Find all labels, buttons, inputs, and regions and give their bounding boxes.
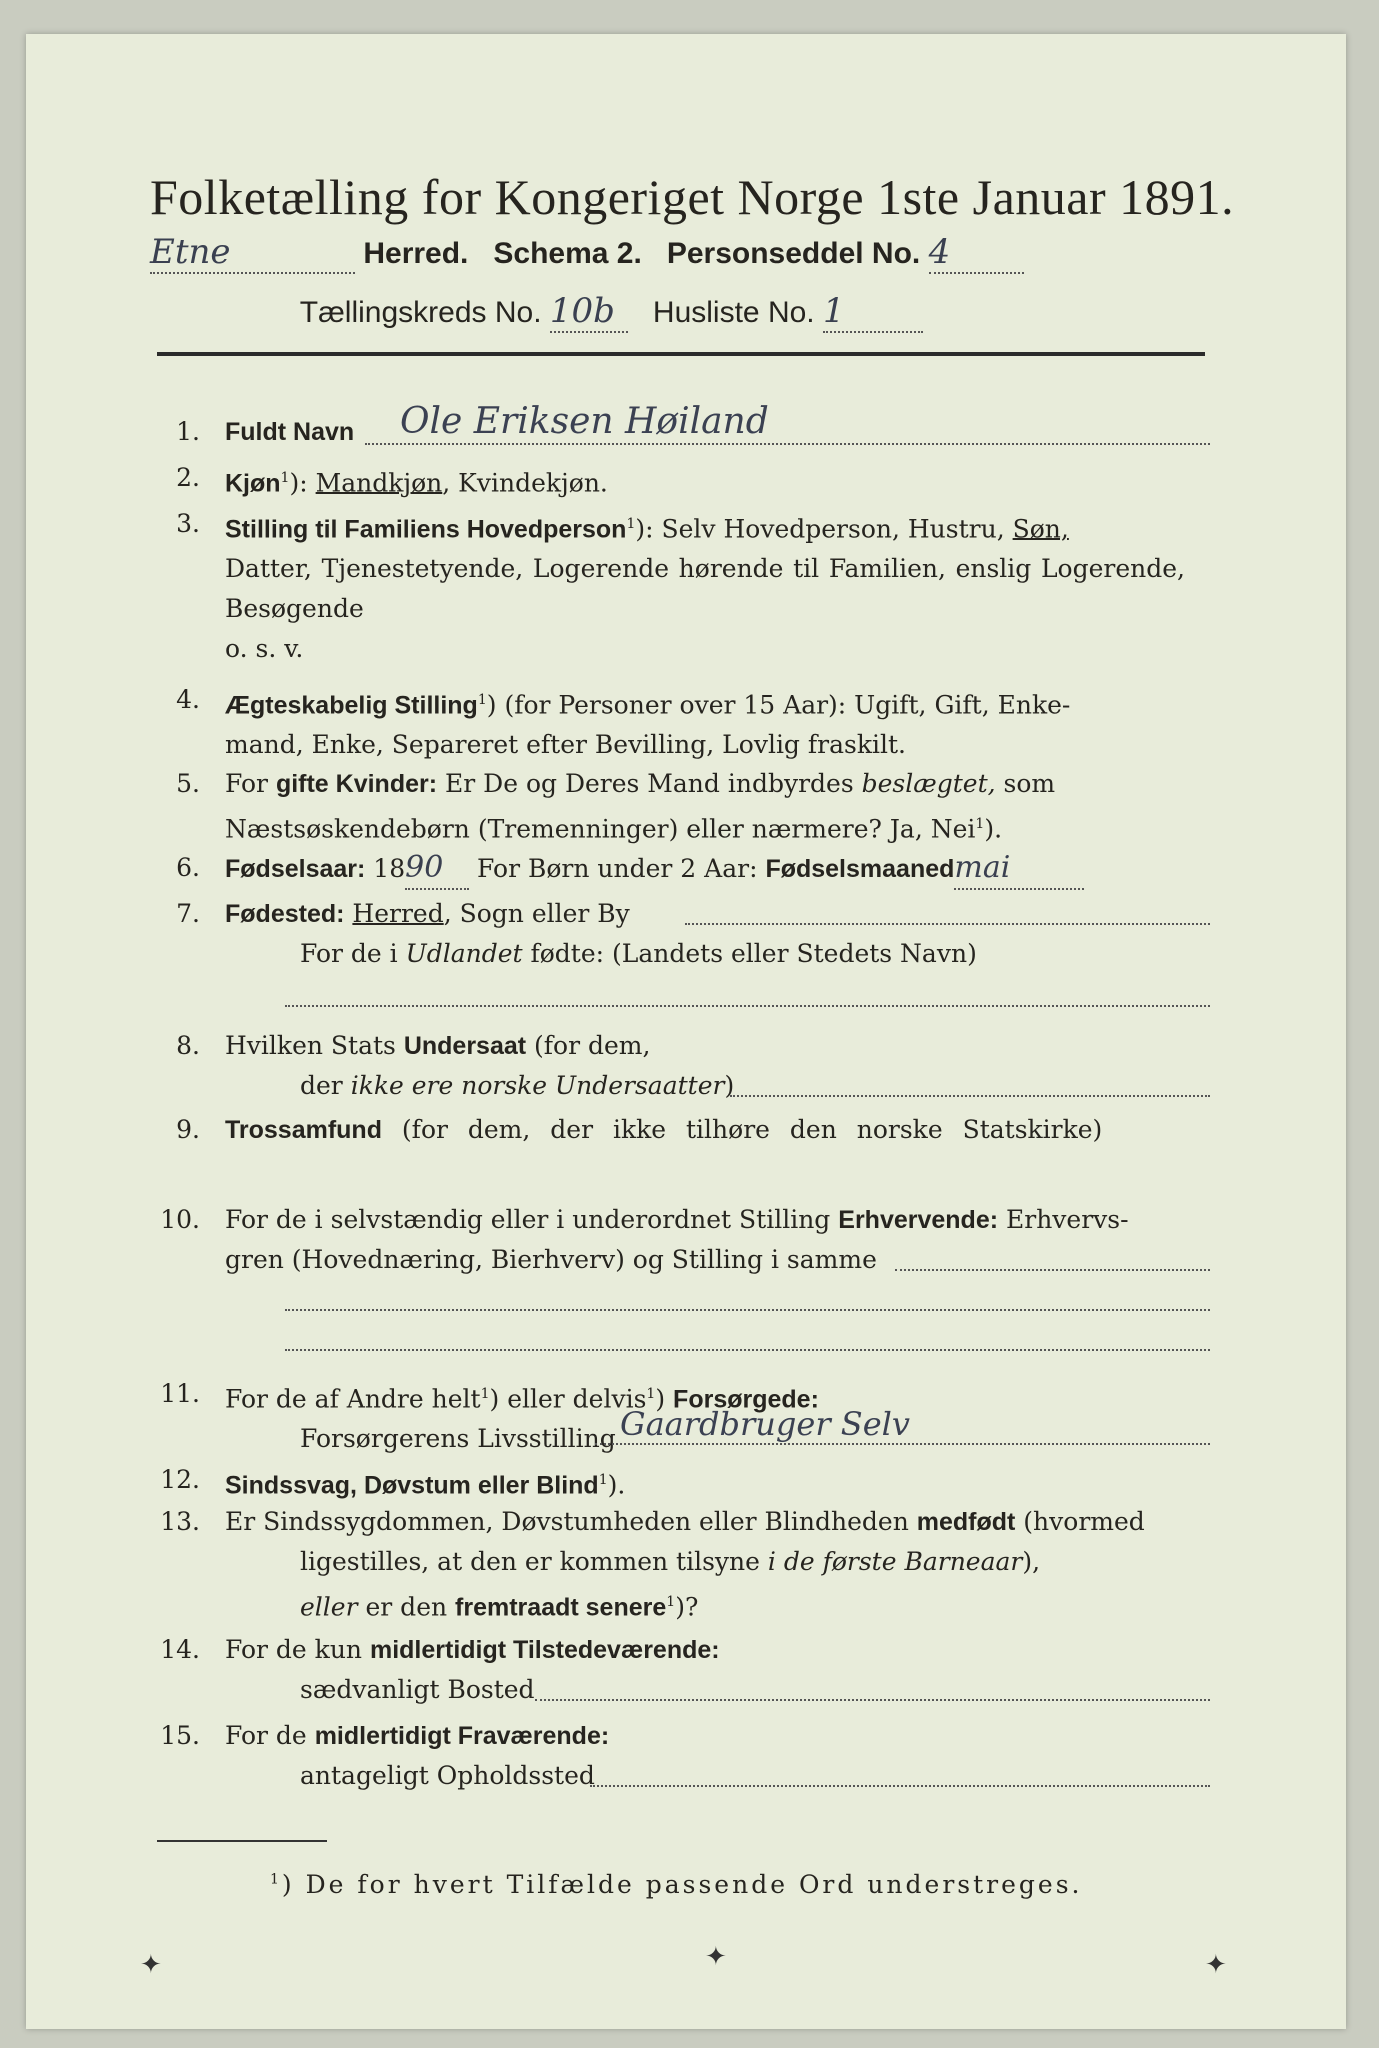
congenital-label: medfødt <box>916 1508 1016 1536</box>
footnote-text: ) De for hvert Tilfælde passende Ord understreges. <box>281 1870 1083 1899</box>
item-number: 1. <box>176 417 200 446</box>
full-name-label: Fuldt Navn <box>225 418 355 446</box>
birthplace-label: Fødested: <box>225 900 345 928</box>
congenital-text-f: )? <box>675 1592 699 1622</box>
husliste-label: Husliste No. <box>652 296 815 329</box>
birthplace-herred-underlined: Herred <box>352 899 444 928</box>
disability-text: ). <box>607 1470 626 1500</box>
birth-year-value: 90 <box>405 848 469 890</box>
congenital-text-d: ), <box>1022 1547 1041 1576</box>
birth-year-prefix: 18 <box>365 854 406 883</box>
marital-text: ) (for Personer over 15 Aar): Ugift, Gift, Enke- <box>486 690 1071 720</box>
supported-text-a: For de af Andre helt <box>225 1384 481 1414</box>
occupation-text-b: Erhvervs- <box>998 1205 1129 1234</box>
sex-option-female: , Kvindekjøn. <box>442 468 608 498</box>
birth-year-label: Fødselsaar: <box>225 855 366 883</box>
married-ital: beslægtet, <box>861 769 996 798</box>
disability-label: Sindssvag, Døvstum eller Blind <box>225 1471 599 1500</box>
footnote-ref: 1 <box>477 692 487 708</box>
form-title: Folketælling for Kongeriget Norge 1ste Januar 1891. <box>150 169 1235 225</box>
footnote-ref: 1 <box>626 516 636 532</box>
sex-label: Kjøn <box>225 469 281 498</box>
family-position-osv: o. s. v. <box>225 634 304 664</box>
herred-handwritten-value: Etne <box>150 232 355 274</box>
married-women-label: gifte Kvinder: <box>275 770 438 798</box>
supporter-occupation-label: Forsørgerens Livsstilling <box>300 1424 616 1454</box>
herred-label: Herred. <box>363 237 469 270</box>
item-number: 8. <box>176 1031 200 1060</box>
item-number: 6. <box>176 853 200 882</box>
congenital-ital-2: eller <box>300 1592 358 1622</box>
temp-absent-text-a: For de <box>225 1721 315 1750</box>
married-text-b: Er De og Deres Mand indbyrdes <box>437 769 862 798</box>
item-number: 5. <box>176 769 200 798</box>
item-number: 11. <box>160 1379 200 1408</box>
birth-month-label: Fødselsmaaned <box>765 855 955 883</box>
citizenship-label: Undersaat <box>403 1032 527 1060</box>
birthplace-foreign-a: For de i <box>300 939 406 968</box>
sex-text: ): <box>289 468 308 498</box>
supported-text-b: ) eller delvis <box>489 1384 647 1414</box>
family-position-options: Datter, Tjenestetyende, Logerende hørende til Familien, enslig Logerende, Besøgende <box>225 554 1185 624</box>
supporter-occupation-value: Gaardbruger Selv <box>620 1405 910 1443</box>
birth-month-text: For Børn under 2 Aar: <box>469 854 766 883</box>
registration-mark-center: ✦ <box>705 1942 727 1972</box>
congenital-text-e: er den <box>357 1592 456 1622</box>
item-number: 15. <box>160 1721 200 1750</box>
birthplace-foreign-c: fødte: (Landets eller Stedets Navn) <box>522 939 977 968</box>
footnote-marker: 1 <box>270 1871 282 1888</box>
item-number: 3. <box>176 509 200 538</box>
temp-present-text-a: For de kun <box>225 1635 370 1664</box>
birth-month-value: mai <box>954 848 1084 890</box>
family-position-text: ): Selv Hovedperson, Hustru, <box>635 514 1013 544</box>
item-number: 13. <box>160 1507 200 1536</box>
citizenship-text-a: Hvilken Stats <box>225 1031 404 1060</box>
husliste-value: 1 <box>823 291 923 333</box>
citizenship-ital: ikke ere norske Undersaatter <box>350 1071 725 1100</box>
schema-label: Schema 2. <box>493 237 642 270</box>
married-text-a: For <box>225 769 276 798</box>
item-number: 10. <box>160 1205 200 1234</box>
supported-text-c: ) <box>655 1384 674 1414</box>
usual-residence-label: sædvanligt Bosted <box>300 1675 535 1704</box>
option-son-underlined: Søn, <box>1012 514 1069 544</box>
acquired-label: fremtraadt senere <box>455 1593 667 1622</box>
kreds-value: 10b <box>550 291 628 333</box>
married-text-c: som <box>995 769 1056 798</box>
item-number: 4. <box>176 685 200 714</box>
header-rule <box>157 352 1205 356</box>
citizenship-text-d: ) <box>724 1071 735 1100</box>
occupation-label: Erhvervende: <box>838 1206 999 1234</box>
birthplace-foreign-ital: Udlandet <box>405 939 523 968</box>
footnote-ref: 1 <box>280 470 290 486</box>
religion-label: Trossamfund <box>225 1116 382 1144</box>
item-number: 2. <box>176 463 200 492</box>
footnote-rule <box>157 1840 327 1842</box>
marital-options: mand, Enke, Separeret efter Bevilling, Lovlig fraskilt. <box>225 730 906 760</box>
family-position-label: Stilling til Familiens Hovedperson <box>225 515 627 544</box>
item-number: 9. <box>176 1115 200 1144</box>
full-name-value: Ole Eriksen Høiland <box>400 401 769 442</box>
item-number: 7. <box>176 899 200 928</box>
occupation-text-a: For de i selvstændig eller i underordnet Stilling <box>225 1205 839 1234</box>
congenital-text-a: Er Sindssygdommen, Døvstumheden eller Blindheden <box>225 1507 917 1536</box>
temp-present-label: midlertidigt Tilstedeværende: <box>369 1636 720 1664</box>
probable-residence-label: antageligt Opholdssted <box>300 1761 595 1790</box>
kreds-label: Tællingskreds No. <box>299 296 542 329</box>
occupation-text-c: gren (Hovednæring, Bierhverv) og Stilling i samme <box>225 1245 877 1274</box>
congenital-text-b: (hvormed <box>1015 1507 1145 1536</box>
kreds-husliste-line <box>150 291 1210 335</box>
item-number: 12. <box>160 1465 200 1494</box>
sex-option-male-underlined: Mandkjøn <box>315 468 443 498</box>
married-text-d: Næstsøskendebørn (Tremenninger) eller nærmere? Ja, Nei <box>225 814 976 844</box>
citizenship-text-c: der <box>300 1071 351 1100</box>
registration-mark-left: ✦ <box>140 1950 162 1980</box>
married-text-e: ). <box>984 814 1003 844</box>
herred-schema-line <box>150 232 1210 276</box>
birthplace-text: , Sogn eller By <box>443 899 630 928</box>
footnote <box>270 1870 1082 1899</box>
item-full-name <box>150 401 1210 456</box>
supported-label: Forsørgede: <box>673 1385 819 1414</box>
item-number: 14. <box>160 1635 200 1664</box>
marital-label: Ægteskabelig Stilling <box>225 691 478 720</box>
congenital-ital-1: i de første Barneaar <box>767 1547 1023 1576</box>
registration-mark-right: ✦ <box>1205 1950 1227 1980</box>
congenital-text-c: ligestilles, at den er kommen tilsyne <box>300 1547 768 1576</box>
personseddel-label: Personseddel No. <box>666 237 921 270</box>
citizenship-text-b: (for dem, <box>526 1031 651 1060</box>
temp-absent-label: midlertidigt Fraværende: <box>314 1722 610 1750</box>
religion-text: (for dem, der ikke tilhøre den norske Statskirke) <box>381 1115 1103 1144</box>
personseddel-value: 4 <box>929 232 1024 274</box>
